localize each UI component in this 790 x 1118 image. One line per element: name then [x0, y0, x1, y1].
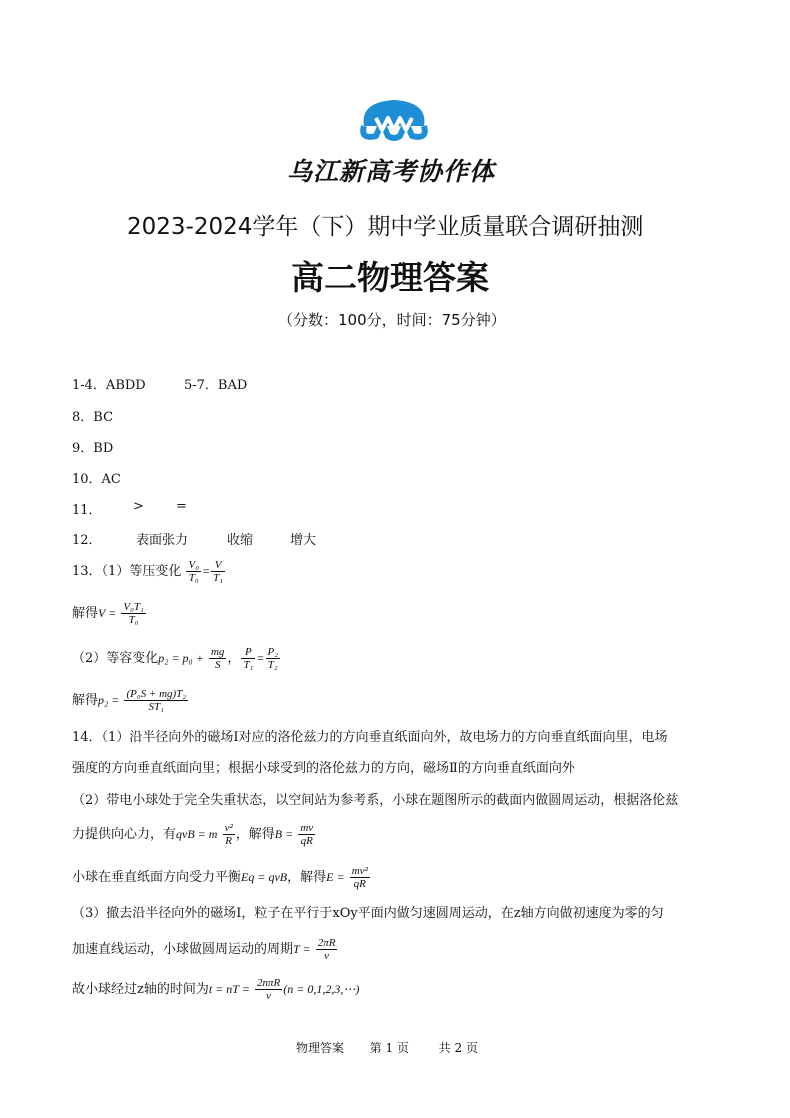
- q14-line7-fraction: $\frac{2\pi R}{v}$: [317, 937, 336, 962]
- q13-part2: （2）等容变化p₂ = p₀ + $\frac{mg}{S}$ ， $\frac{P}{\text{T₁}}$ = $\frac{\text{P₂}}{\text{T₂}}$: [72, 646, 279, 671]
- q13-part1-fraction-right: $\frac{V}{\text{T₁}}$: [213, 559, 224, 584]
- answer-12-blank3: 增大: [290, 533, 317, 548]
- q13-part1-fraction-left: $\frac{\text{V₀}}{\text{T₀}}$: [188, 559, 200, 584]
- q13-solution2-fraction: $\frac{\text{(P₀S + mg)T₂}}{\text{ST₁}}$: [126, 688, 187, 713]
- footer-page-prefix: 第: [369, 1041, 382, 1055]
- answer-8: 8．BC: [72, 410, 114, 425]
- footer-total-suffix: 页: [465, 1041, 478, 1055]
- q13-solution1: [72, 601, 147, 626]
- q14-line4-fraction: $\frac{\text{v²}}{R}$: [224, 822, 233, 847]
- q13-part2-fraction-right: $\frac{\text{P₂}}{\text{T₂}}$: [267, 646, 279, 671]
- q13-part1-label: 13．（1）等压变化: [72, 564, 182, 579]
- answer-12-blank1: 表面张力: [136, 533, 189, 548]
- q14-line2: 强度的方向垂直纸面向里；根据小球受到的洛伦兹力的方向，磁场Ⅱ的方向垂直纸面向外: [72, 761, 575, 776]
- q14-line7: 加速直线运动，小球做圆周运动的周期T = $\frac{2\pi R}{v}$: [72, 937, 336, 962]
- q14-line5-fraction: $\frac{\text{mv²}}{qR}$: [351, 865, 368, 890]
- answer-11-number: 11．: [72, 503, 102, 518]
- answer-12-number: 12．: [72, 533, 102, 548]
- answer-1-4: 1-4．ABDD: [72, 378, 146, 393]
- answer-9: 9．BD: [72, 441, 114, 456]
- answer-5-7: 5-7．BAD: [184, 378, 248, 393]
- q14-line6: （3）撤去沿半径向外的磁场Ⅰ，粒子在平行于xOy平面内做匀速圆周运动，在z轴方向做初速度为零的匀: [72, 906, 664, 921]
- organization-logo: [354, 96, 434, 146]
- q13-solution1-fraction: $\frac{\text{V₀T₁}}{\text{T₀}}$: [123, 601, 144, 626]
- q13-part1: 13．（1）等压变化 $\frac{\text{V₀}}{\text{T₀}}$ = $\frac{V}{\text{T₁}}$: [72, 559, 224, 584]
- q14-line8-fraction: $\frac{\text{2nπR}}{v}$: [257, 977, 281, 1002]
- exam-title: 2023-2024学年（下）期中学业质量联合调研抽测: [127, 214, 644, 240]
- footer-total-number: 2: [454, 1041, 463, 1055]
- q13-solution2-lhs: p₂ =: [98, 693, 120, 707]
- q14-line5: 小球在垂直纸面方向受力平衡Eq = qvB，解得E = $\frac{\text{mv²}}{qR}$: [72, 865, 368, 890]
- footer-page-suffix: 页: [396, 1041, 409, 1055]
- q14-line4-fraction2: $\frac{mv}{qR}$: [300, 822, 314, 847]
- q13-part2-expr: p₂ = p₀ +: [158, 651, 204, 665]
- answer-10: 10．AC: [72, 472, 121, 487]
- q13-solution1-lhs: V =: [98, 606, 117, 620]
- wave-logo-icon: [354, 96, 434, 146]
- q14-line1: 14．（1）沿半径向外的磁场Ⅰ对应的洛伦兹力的方向垂直纸面向外，故电场力的方向垂直纸面向里，电场: [72, 730, 668, 745]
- answer-12-blank2: 收缩: [227, 533, 254, 548]
- answer-11-blank2: =: [176, 499, 187, 514]
- page-footer: [296, 1039, 478, 1056]
- q13-part2-fraction: $\frac{mg}{S}$: [210, 646, 225, 671]
- subject-title: 高二物理答案: [291, 258, 489, 297]
- organization-name: 乌江新高考协作体: [287, 157, 496, 186]
- q14-line4: 力提供向心力，有qvB = m $\frac{\text{v²}}{R}$ ，解得B = $\frac{mv}{qR}$: [72, 822, 314, 847]
- footer-subject: 物理答案: [296, 1041, 345, 1055]
- q13-solution1-label: 解得: [72, 606, 99, 621]
- q14-line3: （2）带电小球处于完全失重状态，以空间站为参考系，小球在题图所示的截面内做圆周运动，根据洛伦兹: [72, 793, 679, 808]
- q14-line8: 故小球经过z轴的时间为t = nT = $\frac{\text{2nπR}}{v}$ (n = 0,1,2,3,⋯): [72, 977, 360, 1002]
- score-info: （分数：100分，时间：75分钟）: [278, 311, 506, 329]
- q13-part2-label: （2）等容变化: [72, 651, 159, 666]
- footer-page-number: 1: [385, 1041, 394, 1055]
- answer-11-blank1: >: [133, 499, 144, 514]
- footer-total-prefix: 共: [438, 1041, 451, 1055]
- q13-solution2: [72, 688, 189, 713]
- q13-part2-fraction-left: $\frac{P}{\text{T₁}}$: [243, 646, 254, 671]
- q13-solution2-label: 解得: [72, 693, 99, 708]
